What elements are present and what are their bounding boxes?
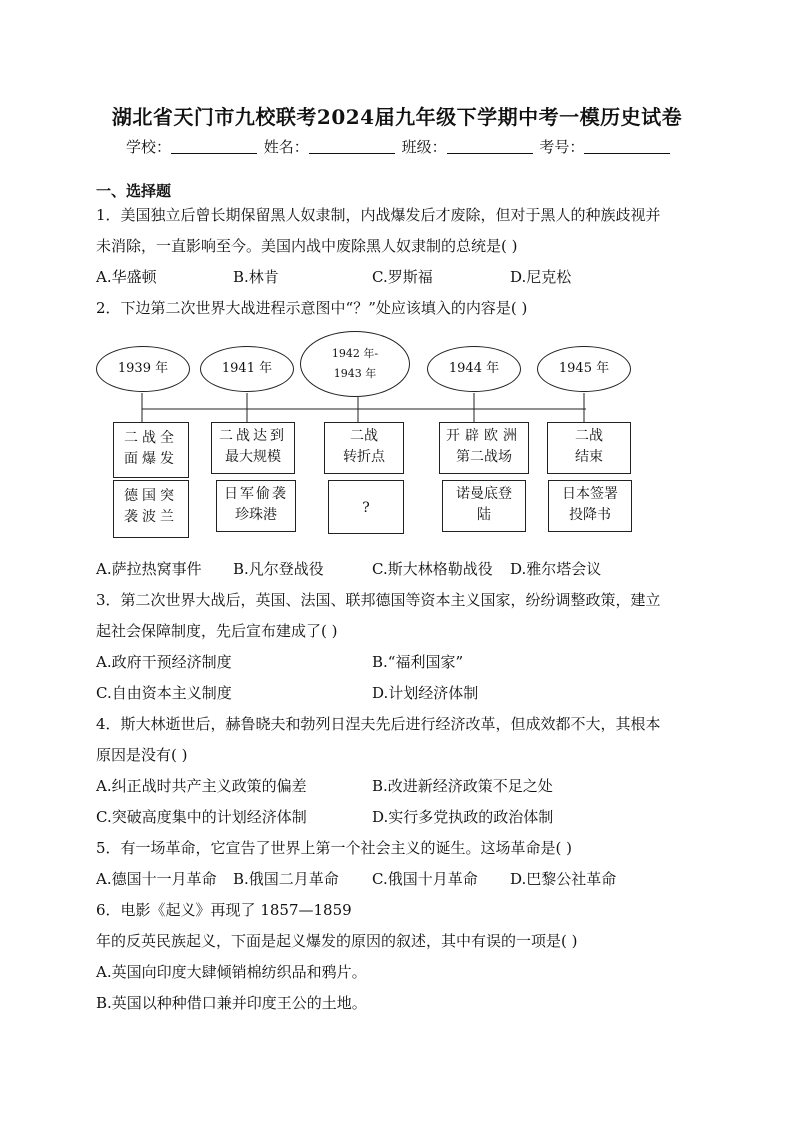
- q2-option-b: B.凡尔登战役: [233, 560, 324, 578]
- q1-option-b: B.林肯: [233, 268, 279, 286]
- stage-2-text-1: 二战达到: [219, 428, 287, 444]
- q1-option-d: D.尼克松: [510, 268, 572, 286]
- event-2-text-1: 日军偷袭: [224, 486, 288, 502]
- year-1942-label: 1942 年-: [331, 347, 379, 360]
- stage-3-text-1: 二战: [350, 428, 378, 444]
- q2-option-a: A.萨拉热窝事件: [96, 560, 202, 578]
- stage-1-text-1: 二战全: [124, 430, 178, 446]
- stage-3-text-2: 转折点: [343, 449, 385, 465]
- section-heading: 一、选择题: [96, 182, 172, 200]
- q3-line2: 起社会保障制度，先后宣布建成了( ): [96, 622, 338, 640]
- q6-option-a: A.英国向印度大肆倾销棉纺织品和鸦片。: [96, 963, 367, 981]
- q4-option-b: B.改进新经济政策不足之处: [372, 777, 553, 795]
- q3-option-a: A.政府干预经济制度: [96, 653, 232, 671]
- stage-5-text-2: 结束: [575, 449, 603, 465]
- q1-line1: 1．美国独立后曾长期保留黑人奴隶制，内战爆发后才废除，但对于黑人的种族歧视并: [96, 206, 661, 224]
- year-oval-1939: 1939 年: [96, 346, 190, 392]
- q1-line2: 未消除，一直影响至今。美国内战中废除黑人奴隶制的总统是( ): [96, 237, 518, 255]
- q1-option-a: A.华盛顿: [96, 268, 157, 286]
- event-3-question-mark: ?: [362, 500, 370, 516]
- number-label: 考号：: [539, 138, 585, 156]
- event-box-2: [216, 480, 296, 532]
- q2-option-d: D.雅尔塔会议: [510, 560, 602, 578]
- event-1-text-2: 袭波兰: [124, 509, 178, 525]
- year-oval-1944: 1944 年: [427, 346, 521, 392]
- q4-option-d: D.实行多党执政的政治体制: [372, 808, 554, 826]
- event-2-text-2: 珍珠港: [235, 507, 277, 523]
- q4-option-a: A.纠正战时共产主义政策的偏差: [96, 777, 307, 795]
- q2-line1: 2．下边第二次世界大战进程示意图中“？”处应该填入的内容是( ): [96, 299, 528, 317]
- event-1-text-1: 德国突: [124, 488, 178, 504]
- stage-4-text-2: 第二战场: [456, 449, 512, 465]
- q4-line1: 4．斯大林逝世后，赫鲁晓夫和勃列日涅夫先后进行经济改革，但成效都不大，其根本: [96, 715, 661, 733]
- stage-2-text-2: 最大规模: [225, 449, 281, 465]
- year-oval-1941: 1941 年: [200, 346, 294, 392]
- event-4-text-2: 陆: [477, 507, 491, 523]
- q2-option-c: C.斯大林格勒战役: [372, 560, 493, 578]
- exam-title: 湖北省天门市九校联考2024届九年级下学期中考一模历史试卷: [111, 105, 683, 129]
- q3-line1: 3．第二次世界大战后，英国、法国、联邦德国等资本主义国家，纷纷调整政策，建立: [96, 591, 661, 609]
- stage-box-2: [211, 422, 295, 474]
- q5-option-b: B.俄国二月革命: [233, 870, 339, 888]
- q5-option-a: A.德国十一月革命: [96, 870, 217, 888]
- stage-4-text-1: 开辟欧洲: [446, 428, 522, 444]
- school-label: 学校：: [126, 138, 172, 156]
- stage-box-1: [113, 422, 189, 478]
- event-5-text-1: 日本签署: [562, 486, 618, 502]
- q4-line2: 原因是没有( ): [96, 746, 188, 764]
- q1-option-c: C.罗斯福: [372, 268, 433, 286]
- q5-line1: 5．有一场革命，它宣告了世界上第一个社会主义的诞生。这场革命是( ): [96, 839, 573, 857]
- q5-option-d: D.巴黎公社革命: [510, 870, 617, 888]
- year-oval-1942-1943: [300, 331, 410, 397]
- q6-line2: 年的反英民族起义，下面是起义爆发的原因的叙述，其中有误的一项是( ): [96, 932, 578, 950]
- event-box-4: [442, 480, 526, 532]
- event-5-text-2: 投降书: [569, 507, 611, 523]
- q6-option-b: B.英国以种种借口兼并印度王公的土地。: [96, 994, 367, 1012]
- event-4-text-1: 诺曼底登: [456, 486, 512, 502]
- stage-1-text-2: 面爆发: [124, 451, 178, 467]
- event-box-3-unknown: [328, 480, 404, 534]
- stage-box-5: [547, 422, 631, 474]
- q6-line1: 6．电影《起义》再现了 1857—1859: [96, 901, 352, 919]
- year-1943-label: 1943 年: [333, 367, 377, 380]
- class-label: 班级：: [401, 138, 447, 156]
- event-box-1: [113, 480, 189, 538]
- q3-option-b: B.“福利国家”: [372, 653, 464, 671]
- q3-option-c: C.自由资本主义制度: [96, 684, 232, 702]
- stage-box-4: [439, 422, 529, 474]
- event-box-5: [548, 480, 632, 532]
- q4-option-c: C.突破高度集中的计划经济体制: [96, 808, 307, 826]
- stage-5-text-1: 二战: [575, 428, 603, 444]
- q3-option-d: D.计划经济体制: [372, 684, 479, 702]
- name-label: 姓名：: [263, 138, 309, 156]
- year-oval-1945: 1945 年: [537, 346, 631, 392]
- q5-option-c: C.俄国十月革命: [372, 870, 478, 888]
- stage-box-3: [324, 422, 404, 474]
